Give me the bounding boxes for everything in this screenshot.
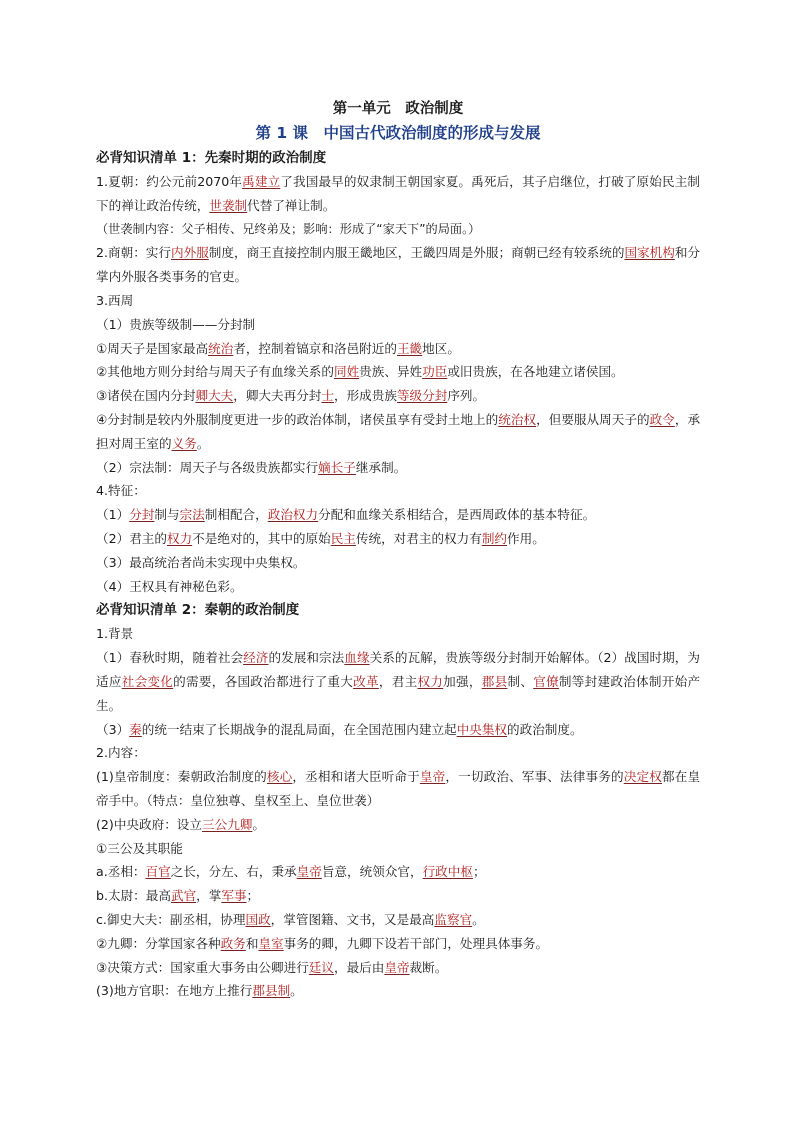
text-segment: 的政治制度。: [507, 721, 583, 737]
text-segment: 分配和血缘关系相结合，是西周政体的基本特征。: [318, 507, 596, 523]
text-segment: 地区。: [422, 340, 460, 356]
keyword: 禹: [242, 174, 255, 189]
text-line: [96, 622, 700, 646]
text-segment: ②九卿：分掌国家各种: [96, 935, 221, 951]
keyword: 政务: [220, 935, 246, 951]
text-segment: ③诸侯在国内分封: [96, 388, 196, 404]
text-segment: ；: [472, 864, 486, 880]
keyword: 秦: [129, 721, 142, 737]
text-segment: 制度，商王直接控制内服王畿地区，王畿四周是外服；商朝已经有较系统的: [208, 245, 625, 261]
text-segment: （1）春秋时期，随着社会: [96, 650, 244, 666]
text-segment: ，但要服从周天子的: [536, 411, 650, 427]
text-segment: 的发展和宗法: [268, 650, 345, 666]
keyword: 皇帝: [296, 864, 322, 880]
text-line: [96, 860, 700, 884]
text-line: [96, 479, 700, 503]
text-segment: a.丞相：: [96, 864, 146, 880]
paragraph: [96, 765, 700, 813]
text-line: [96, 551, 700, 575]
text-segment: 。: [252, 816, 265, 832]
keyword: 官僚: [533, 673, 559, 689]
text-segment: ③决策方式：国家重大事务由公卿进行: [96, 959, 309, 975]
text-segment: ②其他地方则分封给与周天子有血缘关系的: [96, 364, 334, 380]
text-segment: (3)地方官职：在地方上推行: [96, 983, 253, 999]
keyword: 分封: [129, 507, 155, 523]
text-line: [96, 360, 700, 384]
keyword: 决定权: [623, 769, 662, 785]
keyword: 核心: [266, 769, 293, 785]
paragraph: [96, 646, 700, 717]
text-segment: 和: [245, 935, 259, 951]
text-segment: ，一切政治、军事、法律事务的: [445, 769, 624, 785]
keyword: 政令: [649, 411, 675, 427]
text-segment: ，承担对周王室的: [96, 411, 701, 451]
section-heading: 必背知识清单 2：秦朝的政治制度: [96, 602, 300, 619]
keyword: 百官: [145, 864, 171, 880]
keyword: 行政中枢: [422, 864, 473, 880]
keyword: 宗法: [179, 507, 205, 523]
text-segment: （1）: [96, 507, 130, 523]
keyword: 三公九卿: [202, 816, 253, 832]
text-line: [96, 575, 700, 599]
text-segment: 。: [290, 983, 303, 999]
text-line: [96, 979, 700, 1003]
text-segment: 裁断。: [409, 959, 448, 975]
text-line: [96, 527, 700, 551]
document-body: [96, 146, 700, 1003]
text-segment: 者，控制着镐京和洛邑附近的: [233, 340, 397, 356]
text-segment: 1.夏朝：约公元前2070年: [96, 174, 243, 189]
text-line: [96, 313, 700, 337]
text-segment: 继承制。: [355, 459, 407, 475]
text-segment: ，掌管图籍、文书，又是最高: [270, 911, 435, 927]
text-segment: 事务的卿，九卿下设若干部门，处理具体事务。: [283, 935, 549, 951]
text-line: [96, 813, 700, 837]
keyword: 功臣: [422, 364, 448, 380]
text-segment: ①周天子是国家最高: [96, 340, 209, 356]
text-segment: 了我国最早的奴隶制王朝国家夏。禹死后，其子启继位，打破了原始民主制下的禅让政治传统，: [96, 174, 701, 213]
text-segment: 3.西周: [96, 292, 134, 308]
text-line: [96, 932, 700, 956]
text-segment: （2）宗法制：周天子与各级贵族都实行: [96, 459, 319, 475]
text-segment: ，丞相和诸大臣听命于: [292, 769, 420, 785]
text-segment: 不是绝对的，其中的原始: [192, 530, 331, 546]
text-segment: 2.内容：: [96, 745, 146, 761]
text-segment: （1）贵族等级制——分封制: [96, 316, 256, 332]
text-segment: 制相配合，: [204, 507, 268, 523]
keyword: 中央集权: [456, 721, 508, 737]
keyword: 军事: [221, 888, 247, 904]
keyword: 武官: [170, 888, 197, 904]
keyword: 民主: [330, 530, 356, 546]
text-line: [96, 289, 700, 313]
text-line: [96, 218, 700, 242]
text-segment: 或旧贵族，在各地建立诸侯国。: [447, 364, 624, 380]
text-segment: ④分封制是较内外服制度更进一步的政治体制，诸侯虽享有受封土地上的: [96, 411, 499, 427]
text-segment: 贵族、异姓: [359, 364, 423, 380]
text-line: [96, 384, 700, 408]
keyword: 郡县制: [252, 983, 291, 999]
text-segment: ，最后由: [333, 959, 385, 975]
text-line: [96, 337, 700, 361]
text-line: [96, 884, 700, 908]
text-segment: （世袭制内容：父子相传、兄终弟及；影响：形成了“家天下”的局面。）: [96, 221, 481, 236]
text-line: [96, 456, 700, 480]
keyword: 统治权: [498, 411, 537, 427]
unit-title: 第一单元 政治制度: [332, 101, 464, 117]
text-segment: 作用。: [507, 530, 545, 546]
text-line: [96, 837, 700, 861]
text-segment: 加强，: [443, 673, 482, 689]
text-segment: (2)中央政府：设立: [96, 816, 202, 832]
keyword: 等级分封: [396, 388, 448, 404]
paragraph: [96, 241, 700, 289]
text-line: [96, 718, 700, 742]
text-segment: 和分掌内外服各类事务的官吏。: [96, 245, 701, 285]
keyword: 士: [321, 388, 334, 404]
paragraph: [96, 170, 700, 218]
text-segment: 传统，对君主的权力有: [355, 530, 482, 546]
text-segment: 的需要，各国政治都进行了重大: [173, 673, 354, 689]
keyword: 王畿: [396, 340, 423, 356]
text-segment: ，掌: [196, 888, 222, 904]
text-line: [96, 741, 700, 765]
keyword: 内外服: [171, 245, 209, 261]
keyword: 权力: [166, 530, 193, 546]
text-segment: 制与: [154, 507, 180, 523]
text-segment: 都在皇帝手中。（特点：皇位独尊、皇权至上、皇位世袭）: [96, 769, 701, 808]
keyword: 社会变化: [121, 673, 174, 689]
text-segment: ；: [246, 888, 260, 904]
text-segment: （3）: [96, 721, 130, 737]
keyword: 政治权力: [267, 507, 319, 523]
text-segment: 之长，分左、右，秉承: [170, 864, 297, 880]
keyword: 卿大夫: [195, 388, 234, 404]
keyword: 血缘: [344, 650, 370, 666]
text-segment: （4）王权具有神秘色彩。: [96, 578, 243, 594]
keyword: 皇帝: [419, 769, 446, 785]
lesson-title: 第 1 课 中国古代政治制度的形成与发展: [255, 124, 541, 142]
text-segment: ①三公及其职能: [96, 840, 183, 856]
text-segment: 。: [472, 911, 485, 927]
keyword: 国家机构: [624, 245, 675, 261]
keyword: 廷议: [308, 959, 334, 975]
keyword: 经济: [243, 650, 269, 666]
keyword: 统治: [208, 340, 234, 356]
keyword: 世袭制: [209, 197, 248, 213]
text-segment: 代替了禅让制。: [247, 197, 336, 213]
text-segment: ，卿大夫再分封: [233, 388, 322, 404]
keyword: 制约: [481, 530, 508, 546]
text-segment: （3）最高统治者尚未实现中央集权。: [96, 554, 306, 570]
text-segment: 的统一结束了长期战争的混乱局面，在全国范围内建立起: [141, 721, 457, 737]
text-segment: 4.特征：: [96, 483, 146, 499]
text-line: [96, 503, 700, 527]
text-line: [96, 956, 700, 980]
keyword: 建立: [254, 174, 281, 189]
paragraph: [96, 408, 700, 456]
keyword: 郡县: [481, 673, 508, 689]
keyword: 国政: [245, 911, 271, 927]
keyword: 监察官: [434, 911, 473, 927]
text-line: [96, 908, 700, 932]
text-segment: 制、: [507, 673, 534, 689]
text-segment: 。: [196, 435, 210, 451]
text-segment: 旨意，统领众官，: [321, 864, 423, 880]
keyword: 皇帝: [384, 959, 410, 975]
keyword: 权力: [417, 673, 444, 689]
text-segment: ，形成贵族: [333, 388, 397, 404]
text-segment: (1)皇帝制度：秦朝政治制度的: [96, 769, 267, 785]
text-segment: c.御史大夫：副丞相，协理: [96, 911, 246, 927]
keyword: 同姓: [333, 364, 360, 380]
text-segment: 序列。: [447, 388, 486, 404]
keyword: 嫡长子: [318, 459, 356, 475]
keyword: 皇室: [258, 935, 284, 951]
document-page: [96, 98, 700, 1003]
keyword: 改革: [353, 673, 379, 689]
text-segment: b.太尉：最高: [96, 888, 171, 904]
text-segment: 制等封建政治体制开始产生。: [96, 673, 701, 713]
text-segment: 2.商朝：实行: [96, 245, 171, 261]
text-segment: （2）君主的: [96, 530, 167, 546]
section-heading: 必背知识清单 1：先秦时期的政治制度: [96, 150, 327, 166]
text-segment: ，君主: [378, 673, 418, 689]
text-segment: 1.背景: [96, 626, 134, 642]
keyword: 义务: [171, 435, 197, 451]
text-segment: 关系的瓦解，贵族等级分封制开始解体。（2）战国时期，为适应: [96, 650, 701, 689]
